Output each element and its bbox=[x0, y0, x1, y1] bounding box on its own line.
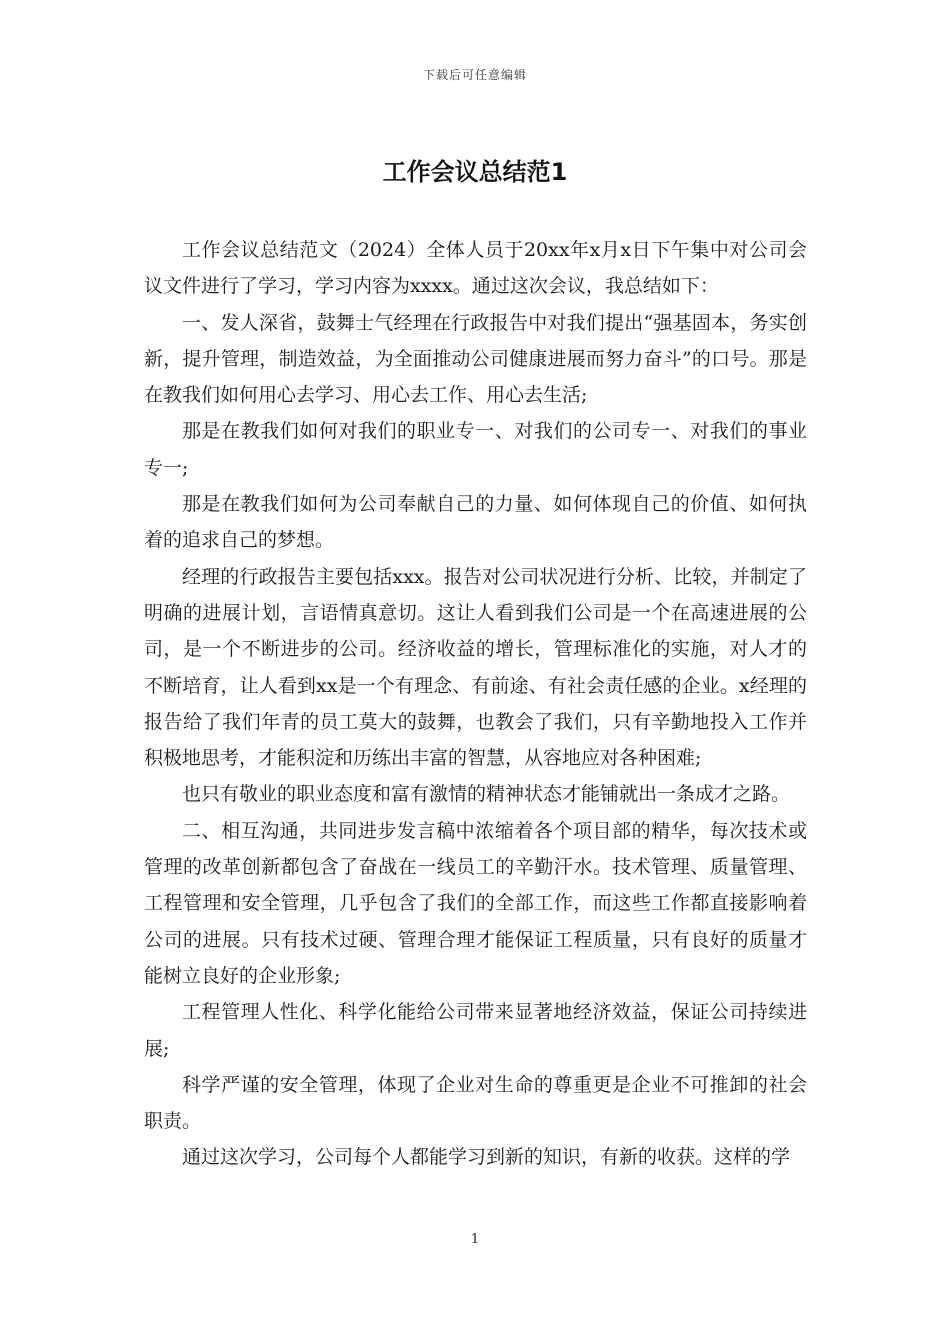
paragraph: 那是在教我们如何对我们的职业专一、对我们的公司专一、对我们的事业专一; bbox=[144, 420, 807, 479]
paragraph: 也只有敬业的职业态度和富有激情的精神状态才能铺就出一条成才之路。 bbox=[182, 783, 791, 806]
document-title: 工作会议总结范1 bbox=[382, 158, 568, 186]
header-note: 下载后可任意编辑 bbox=[422, 68, 527, 82]
paragraph: 科学严谨的安全管理，体现了企业对生命的尊重更是企业不可推卸的社会职责。 bbox=[144, 1073, 807, 1133]
document-body bbox=[144, 232, 807, 1176]
paragraph: 二、相互沟通，共同进步发言稿中浓缩着各个项目部的精华，每次技术或管理的改革创新都包含了奋战在一线员工的辛勤汗水。技术管理、质量管理、工程管理和安全管理，几乎包含了我们的全部工作，而这些工作都直接影响着公司的进展。只有技术过硬、管理合理才能保证工程质量，只有良好的质量才能树立良好的企业形象; bbox=[144, 819, 807, 987]
paragraph: 一、发人深省，鼓舞士气经理在行政报告中对我们提出“强基固本，务实创新，提升管理，制造效益，为全面推动公司健康进展而努力奋斗”的口号。那是在教我们如何用心去学习、用心去工作、用心去生活; bbox=[144, 311, 807, 407]
paragraph: 那是在教我们如何为公司奉献自己的力量、如何体现自己的价值、如何执着的追求自己的梦想。 bbox=[144, 493, 807, 552]
page-number: 1 bbox=[470, 1232, 480, 1247]
paragraph: 工作会议总结范文（2024）全体人员于20xx年x月x日下午集中对公司会议文件进行了学习，学习内容为xxxx。通过这次会议，我总结如下： bbox=[144, 239, 807, 298]
paragraph: 经理的行政报告主要包括xxx。报告对公司状况进行分析、比较，并制定了明确的进展计划，言语情真意切。这让人看到我们公司是一个在高速进展的公司，是一个不断进步的公司。经济收益的增长，管理标准化的实施，对人才的不断培育，让人看到xx是一个有理念、有前途、有社会责任感的企业。x经理的报告给了我们年青的员工莫大的鼓舞，也教会了我们，只有辛勤地投入工作并积极地思考，才能积淀和历练出丰富的智慧，从容地应对各种困难; bbox=[144, 565, 807, 770]
paragraph: 工程管理人性化、科学化能给公司带来显著地经济效益，保证公司持续进展; bbox=[144, 1001, 807, 1060]
paragraph: 通过这次学习，公司每个人都能学习到新的知识，有新的收获。这样的学 bbox=[182, 1146, 791, 1169]
